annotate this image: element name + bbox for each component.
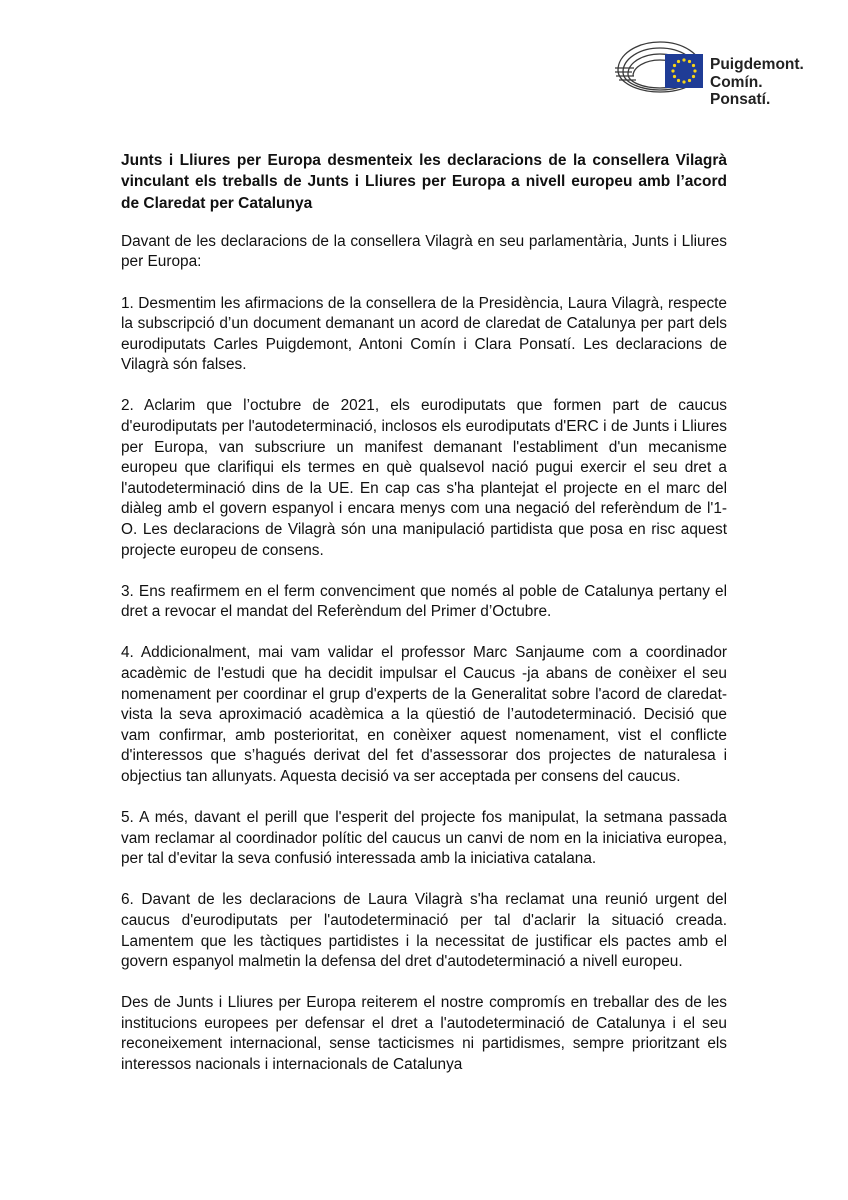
logo-line-3: Ponsatí. xyxy=(710,91,771,108)
point-5-paragraph: 5. A més, davant el perill que l'esperit del projecte fos manipulat, la setmana passada vam reclamar al coordinador polític del caucus un canvi de nom en la iniciativa europea, per tal d'evitar la seva confusió interessada amb la iniciativa catalana. xyxy=(121,809,727,868)
point-3-paragraph: 3. Ens reafirmem en el ferm convenciment que només al poble de Catalunya pertany el dret a revocar el mandat del Referèndum del Primer d’Octubre. xyxy=(121,582,727,621)
document-body xyxy=(121,150,727,1096)
logo-line-1: Puigdemont. xyxy=(710,56,804,73)
point-2-paragraph: 2. Aclarim que l’octubre de 2021, els eurodiputats que formen part de caucus d'eurodiputats per l'autodeterminació, inclosos els eurodiputats d'ERC i de Junts i Lliures per Europa, van subscriure un manifest demanant l'establiment d'un mecanisme europeu que clarifiqui els termes en què qualsevol nació pugui exercir el seu dret a l'autodeterminació dins de la UE. En cap cas s'ha plantejat el projecte en el marc del diàleg amb el govern espanyol i encara menys com una negació del referèndum de l'1-O. Les declaracions de Vilagrà són una manipulació partidista que posa en risc aquest projecte europeu de consens. xyxy=(121,397,727,559)
logo-line-2: Comín. xyxy=(710,73,763,91)
point-6-paragraph: 6. Davant de les declaracions de Laura Vilagrà s'ha reclamat una reunió urgent del caucus d'eurodiputats per l'autodeterminació per tal d'aclarir la situació creada. Lamentem que les tàctiques partidistes i la necessitat de justificar els pactes amb el govern espanyol malmetin la defensa del dret d'autodeterminació a nivell europeu. xyxy=(121,891,727,971)
closing-paragraph: Des de Junts i Lliures per Europa reiterem el nostre compromís en treballar des de les institucions europees per defensar el dret a l'autodeterminació de Catalunya i el seu reconeixement internacional, sense tacticismes ni partidismes, sempre prioritzant els interessos nacionals i internacionals de Catalunya xyxy=(121,994,727,1073)
logo-wordmark xyxy=(710,56,804,109)
point-4-paragraph: 4. Addicionalment, mai vam validar el professor Marc Sanjaume com a coordinador acadèmic de l'estudi que ha decidit impulsar el Caucus -ja abans de conèixer el seu nomenament per coordinar el grup d'experts de la Generalitat sobre l'acord de claredat- vista la seva aproximació acadèmica a la qüestió de l’autodeterminació. Decisió que vam confirmar, amb posterioritat, en conèixer aquest nomenament, vist el conflicte d'interessos que s’hagués derivat del fet d'assessorar dos projectes de naturalesa i objectius tan allunyats. Aquesta decisió va ser acceptada per consens del caucus. xyxy=(121,644,727,785)
party-logo xyxy=(612,36,822,112)
parliament-eu-flag-icon xyxy=(612,36,708,96)
point-1-paragraph: 1. Desmentim les afirmacions de la consellera de la Presidència, Laura Vilagrà, respecte la subscripció d’un document demanant un acord de claredat de Catalunya per part dels eurodiputats Carles Puigdemont, Antoni Comín i Clara Ponsatí. Les declaracions de Vilagrà són falses. xyxy=(121,294,727,374)
document-title: Junts i Lliures per Europa desmenteix les declaracions de la consellera Vilagrà vinculant els treballs de Junts i Lliures per Europa a nivell europeu amb l’acord de Claredat per Catalunya xyxy=(121,152,727,212)
intro-paragraph: Davant de les declaracions de la consellera Vilagrà en seu parlamentària, Junts i Lliures per Europa: xyxy=(121,232,727,271)
